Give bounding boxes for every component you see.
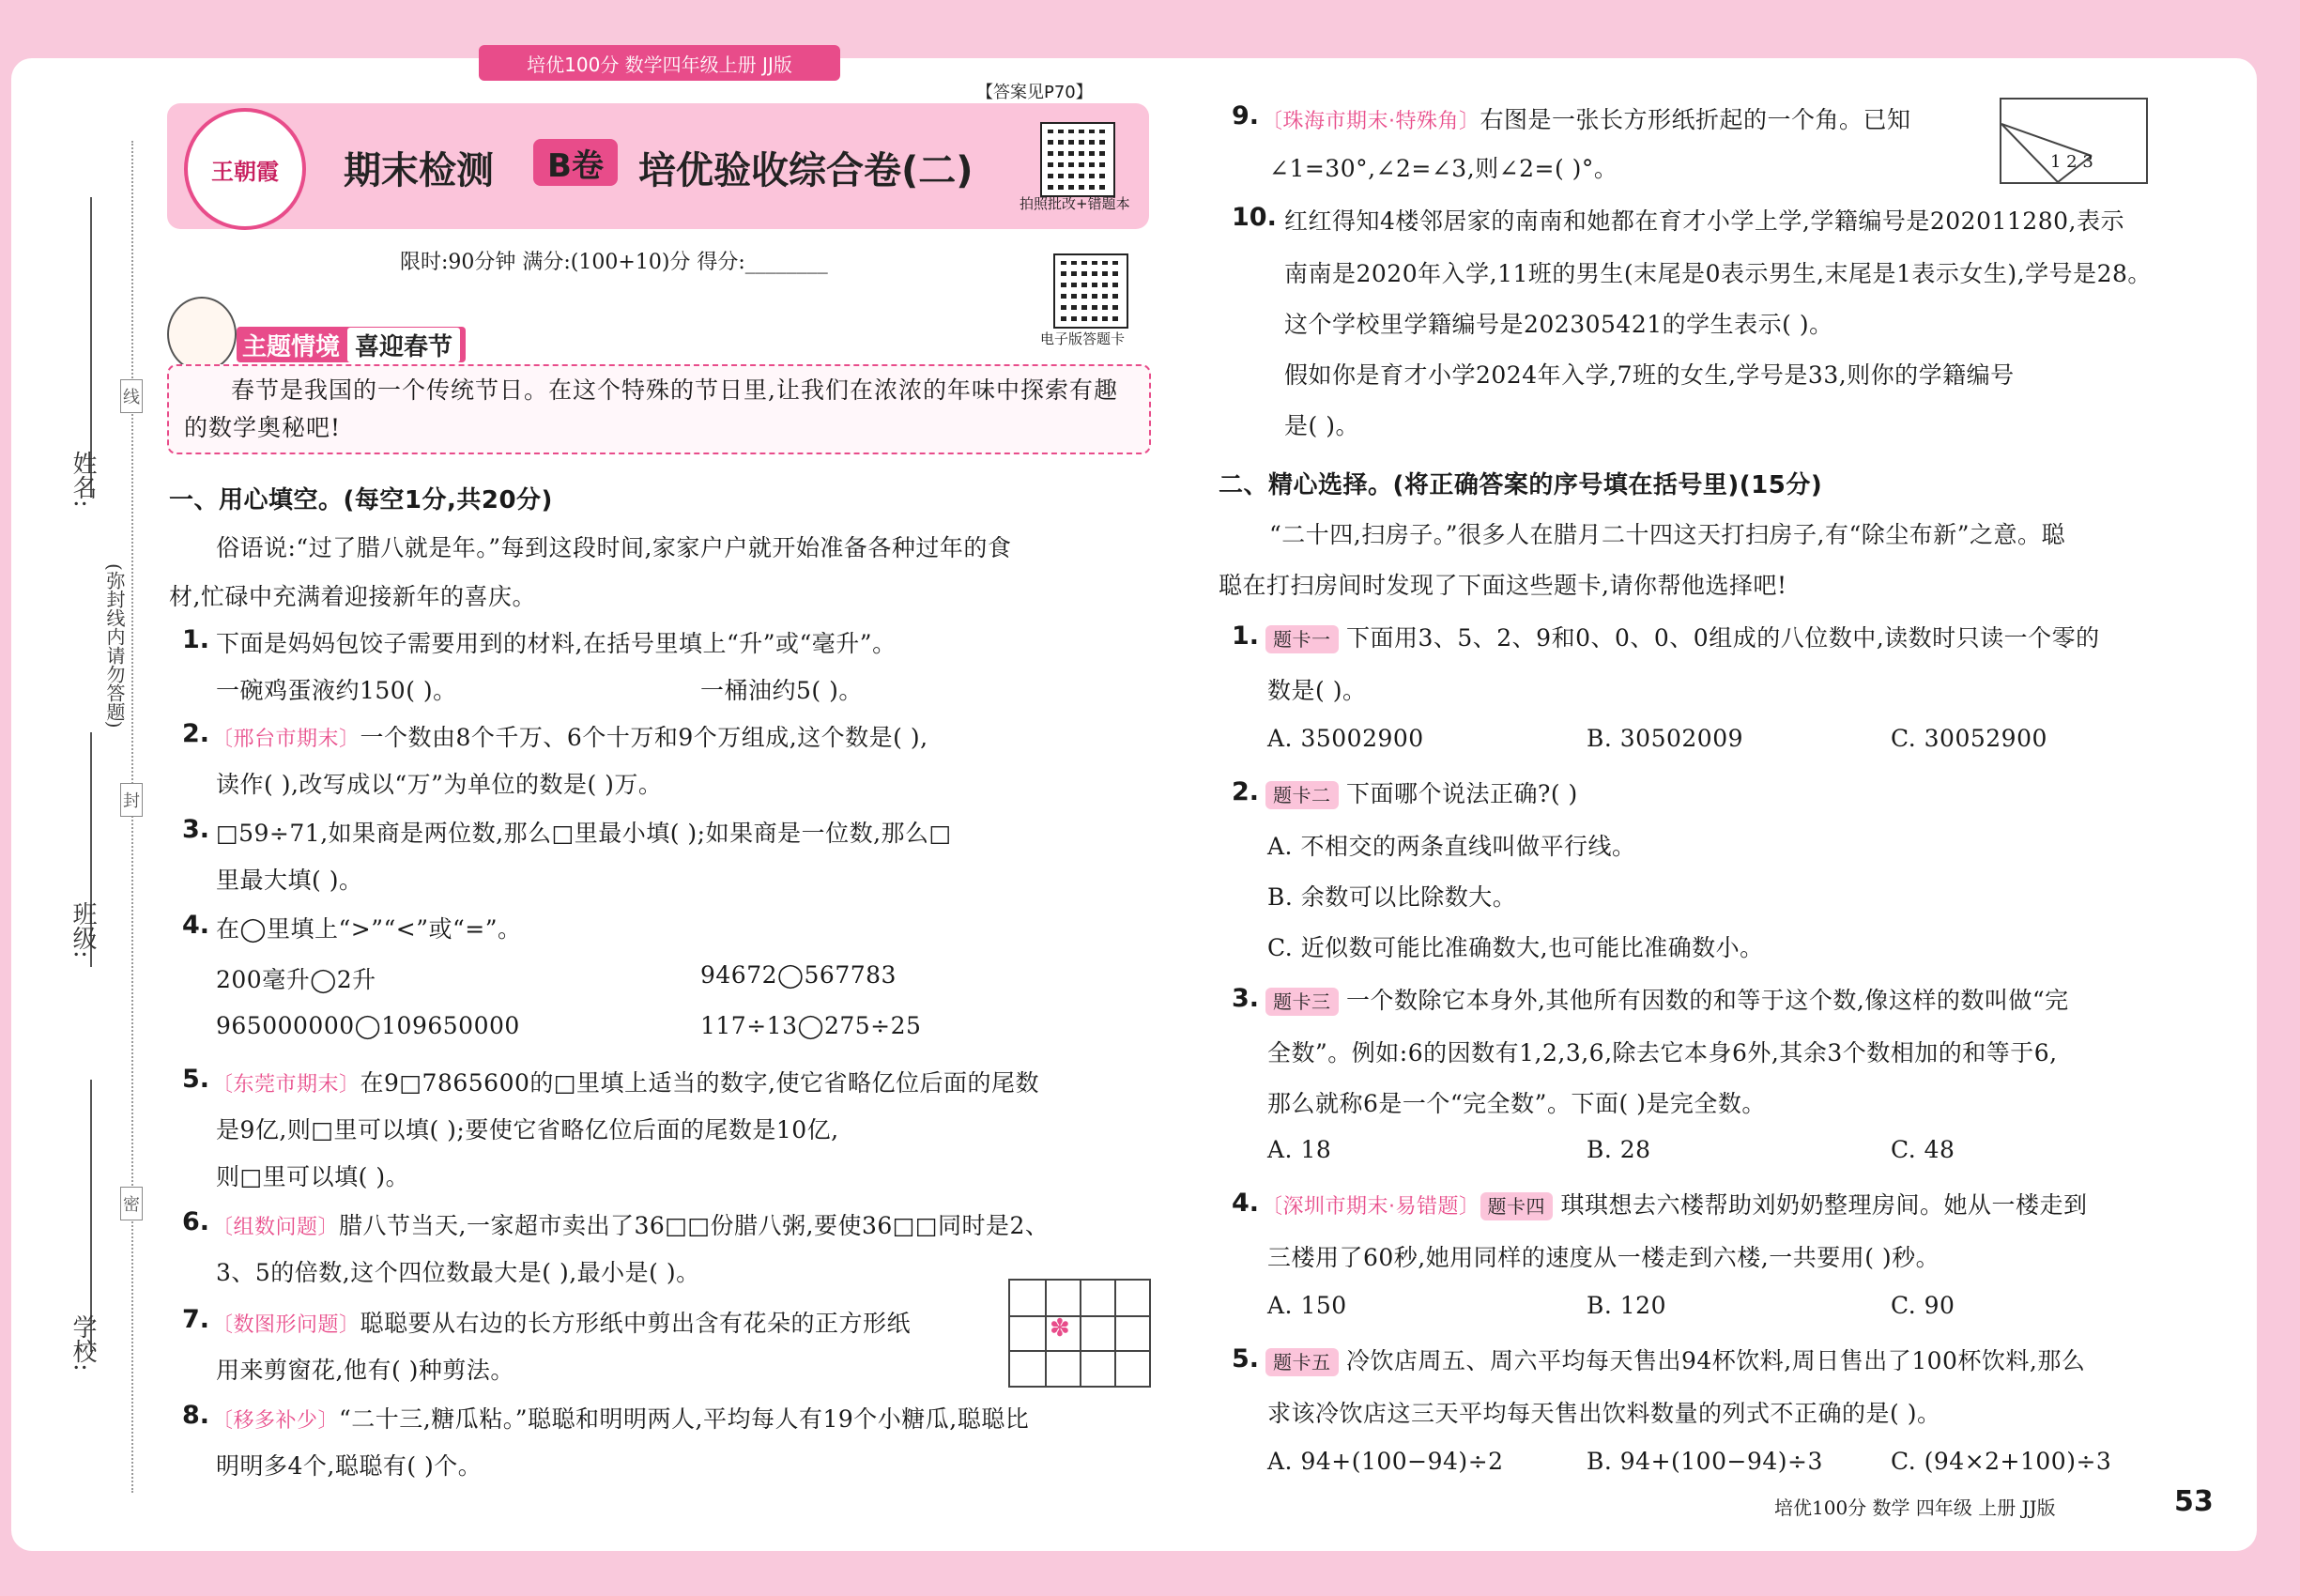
- q3-line1: □59÷71,如果商是两位数,那么□里最小填( );如果商是一位数,那么□: [216, 820, 952, 847]
- q1-a: 一碗鸡蛋液约150( )。: [216, 677, 457, 704]
- q10-line2: 南南是2020年入学,11班的男生(末尾是0表示男生,末尾是1表示女生),学号是28。: [1284, 260, 2152, 287]
- card-3: 题卡三: [1265, 988, 1339, 1016]
- q2-number: 2.: [182, 719, 210, 748]
- qr-code-icon[interactable]: [1040, 122, 1115, 197]
- s2q1-text: 下面用3、5、2、9和0、0、0、0组成的八位数中,读数时只读一个零的: [1345, 624, 2100, 652]
- girl-icon: [167, 297, 237, 372]
- card-4: 题卡四: [1480, 1192, 1554, 1220]
- school-line: [90, 1080, 92, 1352]
- exam-subtitle: 培优验收综合卷(二): [638, 149, 974, 192]
- q5-text: 在9□7865600的□里填上适当的数字,使它省略亿位后面的尾数: [360, 1069, 1039, 1097]
- answer-reference: 【答案见P70】: [976, 83, 1093, 102]
- qr1-caption: 拍照批改+错题本: [1020, 195, 1130, 212]
- q6-line1: [212, 1207, 1049, 1241]
- s2q1-line1: [1265, 620, 2100, 653]
- card-2: 题卡二: [1265, 781, 1339, 809]
- s2q4-a: A. 150: [1267, 1292, 1347, 1319]
- s2q5-c: C. (94×2+100)÷3: [1891, 1448, 2112, 1475]
- section2-intro-1: “二十四,扫房子。”很多人在腊月二十四这天打扫房子,有“除尘布新”之意。聪: [1269, 521, 2066, 548]
- s2q5-b: B. 94+(100−94)÷3: [1587, 1448, 1823, 1475]
- s2q4-tag: 〔深圳市期末·易错题〕: [1262, 1195, 1480, 1219]
- q3-line2: 里最大填( )。: [216, 867, 363, 894]
- s2q3-text: 一个数除它本身外,其他所有因数的和等于这个数,像这样的数叫做“完: [1345, 987, 2069, 1014]
- paper-grid-figure: [1008, 1279, 1151, 1388]
- school-label: 学校:: [69, 1314, 97, 1372]
- theme-tag: [237, 327, 466, 362]
- q8-number: 8.: [182, 1401, 210, 1430]
- section1-intro-1: 俗语说:“过了腊八就是年。”每到这段时间,家家户户就开始准备各种过年的食: [216, 534, 1012, 561]
- q8-tag: 〔移多补少〕: [212, 1409, 340, 1433]
- s2q2-line1: [1265, 775, 1578, 809]
- s2q5-number: 5.: [1232, 1344, 1260, 1373]
- theme-name: 喜迎春节: [347, 328, 460, 362]
- q6-tag: 〔组数问题〕: [212, 1216, 340, 1239]
- s2q3-b: B. 28: [1587, 1136, 1651, 1163]
- q7-line1: [212, 1305, 911, 1339]
- exam-limits: 限时:90分钟 满分:(100+10)分 得分:________: [400, 251, 828, 274]
- q4-c: 965000000◯109650000: [216, 1012, 520, 1039]
- card-5: 题卡五: [1265, 1348, 1339, 1376]
- qr-code-icon-2[interactable]: [1053, 253, 1128, 329]
- s2q2-text: 下面哪个说法正确?( ): [1345, 780, 1578, 807]
- q9-tag: 〔珠海市期末·特殊角〕: [1262, 110, 1480, 133]
- q7-text: 聪聪要从右边的长方形纸中剪出含有花朵的正方形纸: [360, 1310, 912, 1337]
- folded-corner-figure: [2000, 98, 2148, 184]
- s2q2-a: A. 不相交的两条直线叫做平行线。: [1267, 833, 1636, 860]
- exam-title: 期末检测: [344, 149, 494, 192]
- s2q1-c: C. 30052900: [1891, 725, 2047, 752]
- s2q3-line2: 全数”。例如:6的因数有1,2,3,6,除去它本身6外,其余3个数相加的和等于6,: [1267, 1039, 2058, 1067]
- q1-number: 1.: [182, 625, 210, 654]
- q4-a: 200毫升◯2升: [216, 966, 376, 993]
- q7-tag: 〔数图形问题〕: [212, 1313, 360, 1337]
- name-label: 姓名:: [69, 451, 97, 508]
- angle-labels: 1 2 3: [2050, 152, 2093, 172]
- s2q4-b: B. 120: [1587, 1292, 1666, 1319]
- q9-line1: [1262, 101, 1911, 135]
- q9-text: 右图是一张长方形纸折起的一个角。已知: [1480, 106, 1911, 133]
- q2-tag: 〔邢台市期末〕: [212, 728, 360, 751]
- q5-tag: 〔东莞市期末〕: [212, 1073, 360, 1097]
- q2-text: 一个数由8个千万、6个十万和9个万组成,这个数是( ),: [360, 724, 928, 751]
- q8-text: “二十三,糖瓜粘。”聪聪和明明两人,平均每人有19个小糖瓜,聪聪比: [339, 1405, 1030, 1433]
- s2q1-line2: 数是( )。: [1267, 677, 1367, 704]
- q7-number: 7.: [182, 1305, 210, 1334]
- q9-number: 9.: [1232, 101, 1260, 130]
- theme-text: 春节是我国的一个传统节日。在这个特殊的节日里,让我们在浓浓的年味中探索有趣的数学奥秘吧!: [184, 376, 1118, 441]
- flower-icon: ✽: [1050, 1314, 1070, 1343]
- q1-text: 下面是妈妈包饺子需要用到的材料,在括号里填上“升”或“毫升”。: [216, 630, 897, 657]
- q10-line4: 假如你是育才小学2024年入学,7班的女生,学号是33,则你的学籍编号: [1284, 361, 2015, 389]
- page-footer: 培优100分 数学 四年级 上册 JJ版: [1774, 1496, 2056, 1519]
- section1-intro-2: 材,忙碌中充满着迎接新年的喜庆。: [169, 583, 536, 610]
- binding-dashed-line: [131, 141, 133, 1493]
- s2q4-line1: [1262, 1187, 2087, 1220]
- brand-logo: 王朝霞: [184, 108, 306, 230]
- s2q2-number: 2.: [1232, 777, 1260, 806]
- q8-line1: [212, 1401, 1029, 1435]
- s2q4-text: 琪琪想去六楼帮助刘奶奶整理房间。她从一楼走到: [1560, 1191, 2088, 1219]
- q4-b: 94672◯567783: [700, 961, 897, 989]
- q5-line1: [212, 1065, 1039, 1098]
- s2q5-text: 冷饮店周五、周六平均每天售出94杯饮料,周日售出了100杯饮料,那么: [1345, 1347, 2086, 1374]
- s2q2-b: B. 余数可以比除数大。: [1267, 883, 1517, 911]
- s2q3-number: 3.: [1232, 984, 1260, 1013]
- q5-line2: 是9亿,则□里可以填( );要使它省略亿位后面的尾数是10亿,: [216, 1116, 839, 1143]
- q9-line2: ∠1=30°,∠2=∠3,则∠2=( )°。: [1269, 155, 1618, 182]
- q10-line1: 红红得知4楼邻居家的南南和她都在育才小学上学,学籍编号是202011280,表示: [1284, 207, 2124, 235]
- q3-number: 3.: [182, 815, 210, 844]
- q10-number: 10.: [1232, 203, 1277, 232]
- qr2-caption: 电子版答题卡: [1040, 330, 1126, 347]
- s2q5-a: A. 94+(100−94)÷2: [1267, 1448, 1504, 1475]
- q2-line2: 读作( ),改写成以“万”为单位的数是( )万。: [216, 771, 663, 798]
- q6-line2: 3、5的倍数,这个四位数最大是( ),最小是( )。: [216, 1259, 700, 1286]
- s2q3-c: C. 48: [1891, 1136, 1955, 1163]
- s2q4-number: 4.: [1232, 1189, 1260, 1218]
- paper-badge: B卷: [533, 139, 618, 186]
- page-number: 53: [2174, 1485, 2214, 1518]
- q4-number: 4.: [182, 911, 210, 940]
- s2q1-number: 1.: [1232, 622, 1260, 651]
- q1-b: 一桶油约5( )。: [700, 677, 863, 704]
- q4-text: 在◯里填上“>”“<”或“=”。: [216, 915, 522, 943]
- q8-line2: 明明多4个,聪聪有( )个。: [216, 1452, 483, 1480]
- s2q5-line1: [1265, 1343, 2085, 1376]
- s2q1-a: A. 35002900: [1267, 725, 1424, 752]
- s2q4-c: C. 90: [1891, 1292, 1955, 1319]
- q7-line2: 用来剪窗花,他有( )种剪法。: [216, 1357, 514, 1384]
- q6-text: 腊八节当天,一家超市卖出了36□□份腊八粥,要使36□□同时是2、: [339, 1212, 1050, 1239]
- q5-number: 5.: [182, 1065, 210, 1094]
- s2q2-c: C. 近似数可能比准确数大,也可能比准确数小。: [1267, 934, 1764, 961]
- theme-label: 主题情境: [242, 332, 341, 361]
- s2q3-a: A. 18: [1267, 1136, 1332, 1163]
- q10-line5: 是( )。: [1284, 412, 1359, 439]
- q6-number: 6.: [182, 1207, 210, 1236]
- binding-xian: 线: [120, 379, 143, 413]
- series-bar: 培优100分 数学四年级上册 JJ版: [479, 45, 840, 81]
- binding-note: (弥封线内请勿答题): [103, 563, 126, 729]
- section2-intro-2: 聪在打扫房间时发现了下面这些题卡,请你帮他选择吧!: [1219, 572, 1787, 599]
- s2q1-b: B. 30502009: [1587, 725, 1744, 752]
- class-label: 班级:: [69, 901, 97, 959]
- binding-mi: 密: [120, 1187, 143, 1220]
- binding-feng: 封: [120, 783, 143, 817]
- q2-line1: [212, 719, 928, 753]
- card-1: 题卡一: [1265, 625, 1339, 653]
- q4-d: 117÷13◯275÷25: [700, 1012, 922, 1039]
- section2-title: 二、精心选择。(将正确答案的序号填在括号里)(15分): [1219, 471, 1823, 499]
- q5-line3: 则□里可以填( )。: [216, 1163, 410, 1190]
- s2q3-line1: [1265, 982, 2069, 1016]
- q10-line3: 这个学校里学籍编号是202305421的学生表示( )。: [1284, 311, 1833, 338]
- s2q3-line3: 那么就称6是一个“完全数”。下面( )是完全数。: [1267, 1090, 1766, 1117]
- s2q5-line2: 求该冷饮店这三天平均每天售出饮料数量的列式不正确的是( )。: [1267, 1400, 1941, 1427]
- section1-title: 一、用心填空。(每空1分,共20分): [169, 486, 553, 514]
- s2q4-line2: 三楼用了60秒,她用同样的速度从一楼走到六楼,一共要用( )秒。: [1267, 1244, 1940, 1271]
